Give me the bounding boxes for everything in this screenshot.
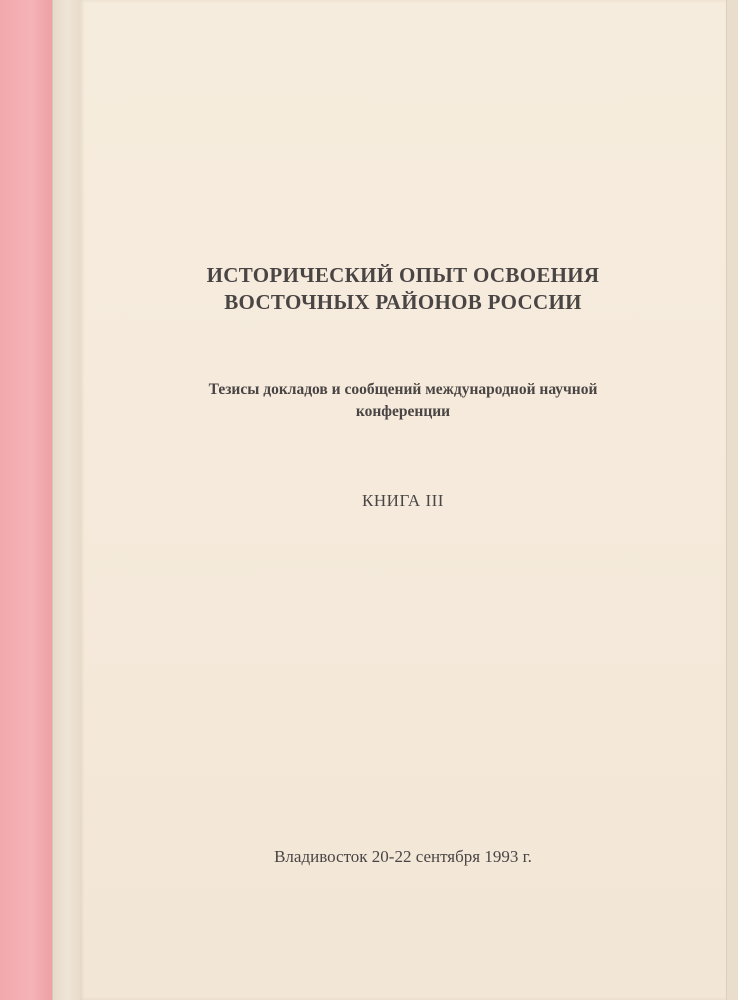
book-title-line-2: ВОСТОЧНЫХ РАЙОНОВ РОССИИ: [224, 290, 582, 314]
page-edge: [726, 0, 738, 1000]
book-subtitle: [100, 379, 706, 423]
volume-number: КНИГА III: [362, 491, 444, 510]
book-subtitle-line-1: Тезисы докладов и сообщений международной научной: [208, 381, 598, 398]
book-title-line-1: ИСТОРИЧЕСКИЙ ОПЫТ ОСВОЕНИЯ: [206, 263, 600, 287]
book-subtitle-line-2: конференции: [355, 403, 451, 420]
book-spine: [0, 0, 52, 1000]
book-title: [80, 262, 726, 316]
place-and-date: Владивосток 20-22 сентября 1993 г.: [274, 847, 532, 866]
